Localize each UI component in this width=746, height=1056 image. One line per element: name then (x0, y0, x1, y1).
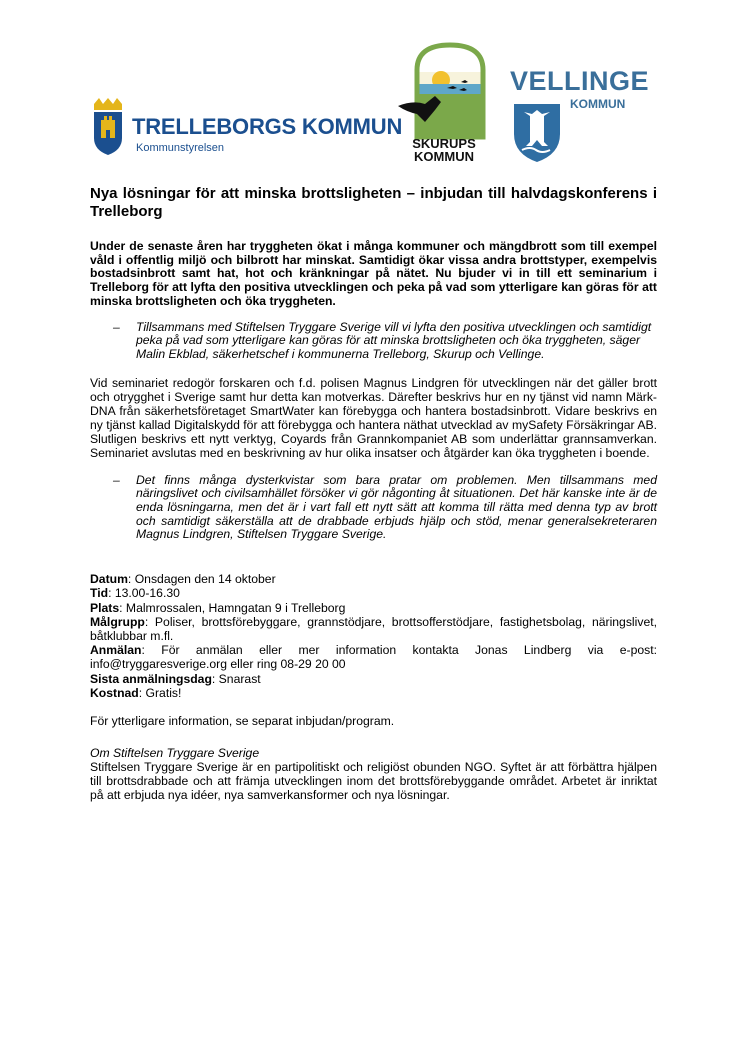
quote-dash: – (113, 472, 120, 487)
quote-dash: – (113, 319, 120, 334)
info-anmalan: Anmälan: För anmälan eller mer information kontakta Jonas Lindberg via e-post: info@tryggaresverige.org eller ring 08-29 20 00 (90, 643, 657, 672)
event-info (90, 572, 657, 700)
body-paragraph-seminar: Vid seminariet redogör forskaren och f.d. polisen Magnus Lindgren för utvecklingen när det gäller brott och otrygghet i Sverige samt hur detta kan motverkas. Därefter beskrivs hur en ny tjänst vid namn Märk-DNA från säkerhetsföretaget SmartWater kan förebygga och hantera bostadsinbrott. Vidare beskrivs en ny tjänst kallad Digitalskydd för att förebygga och hantera näthat utvecklad av mySafety Försäkringar AB. Slutligen beskrivs ett nytt verktyg, Coyards från Grannkompaniet AB som underlättar grannsamverkan. Seminariet avslutas med en beskrivning av hur olika insatser och åtgärder kan öka tryggheten i boende. (90, 375, 657, 460)
vellinge-shield-icon (512, 102, 562, 164)
info-tid: Tid: 13.00-16.30 (90, 586, 180, 601)
quote-ekblad-text: Tillsammans med Stiftelsen Tryggare Sverige vill vi lyfta den positiva utvecklingen och samtidigt peka på vad som ytterligare kan göras för att minska brottsligheten och öka tryggheten, säger Malin Ekblad, säkerhetschef i kommunerna Trelleborg, Skurup och Vellinge. (136, 319, 652, 361)
more-info: För ytterligare information, se separat inbjudan/program. (90, 713, 395, 728)
quote-lindgren (90, 474, 657, 543)
quote-ekblad (90, 321, 657, 362)
info-plats: Plats: Malmrossalen, Hamngatan 9 i Trelleborg (90, 600, 346, 615)
info-sista: Sista anmälningsdag: Snarast (90, 671, 261, 686)
skurup-emblem-icon (395, 42, 491, 142)
about-title: Om Stiftelsen Tryggare Sverige (90, 745, 260, 760)
page-title: Nya lösningar för att minska brottsligheten – inbjudan till halvdagskonferens i Trelleborg (90, 185, 657, 220)
document-body (90, 185, 657, 816)
trelleborg-name: TRELLEBORGS KOMMUN (132, 114, 403, 139)
vellinge-sub: KOMMUN (570, 97, 626, 111)
trelleborg-sub: Kommunstyrelsen (136, 142, 225, 154)
quote-lindgren-text: Det finns många dysterkvistar som bara pratar om problemen. Men tillsammans med näringslivet och civilsamhället försöker vi gör någonting åt situationen. Det här kanske inte är de enda lösningarna, men det är i vart fall ett nytt sätt att komma till rätta med denna typ av brott och samtidigt säkerställa att de drabbade erbjuds hjälp och stöd, menar generalsekreteraren Magnus Lindgren, Stiftelsen Tryggare Sverige. (136, 472, 657, 542)
skurup-name-line1: SKURUPS (412, 136, 476, 151)
logo-header (0, 0, 746, 175)
about-body: Stiftelsen Tryggare Sverige är en partipolitiskt och religiöst obunden NGO. Syftet är att förbättra hjälpen till brottsdrabbade och att främja utvecklingen inom det brottsförebyggande området. Arbetet är inriktat på att erbjuda nya idéer, nya samverkansformer och nya lösningar. (90, 759, 657, 802)
vellinge-logo (508, 66, 668, 171)
skurup-name (411, 137, 477, 163)
info-malgrupp: Målgrupp: Poliser, brottsförebyggare, grannstödjare, brottsofferstödjare, fastighetsbolag, näringslivet, båtklubbar m.fl. (90, 614, 657, 643)
lead-paragraph: Under de senaste åren har tryggheten ökat i många kommuner och mängdbrott som till exempel våld i offentlig miljö och bilbrott har minskat. Samtidigt ökar vissa andra brottstyper, exempelvis bostadsinbrott samt hat, hot och kränkningar på nätet. Nu bjuder vi in till ett seminarium i Trelleborg för att lyfta den positiva utvecklingen och peka på vad som ytterligare kan göras för att minska brottsligheten och öka tryggheten. (90, 239, 657, 308)
skurup-name-line2: KOMMUN (414, 149, 474, 164)
info-kostnad: Kostnad: Gratis! (90, 685, 182, 700)
trelleborg-crest-icon (90, 98, 126, 156)
skurup-logo (395, 42, 495, 172)
vellinge-name: VELLINGE (510, 66, 650, 96)
info-datum: Datum: Onsdagen den 14 oktober (90, 572, 276, 587)
